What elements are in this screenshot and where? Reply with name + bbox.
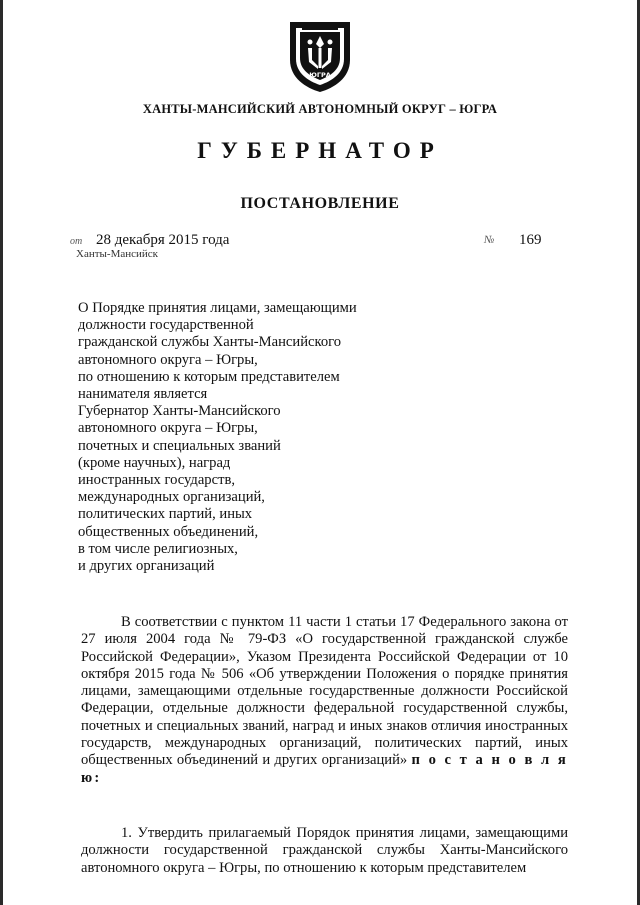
- decree-word: п о с т а н о в л я ю:: [81, 752, 568, 786]
- subject-line: иностранных государств,: [78, 472, 235, 489]
- subject-line: по отношению к которым представителем: [78, 368, 340, 385]
- subject-line: автономного округа – Югры,: [78, 420, 258, 437]
- subject-line: Губернатор Ханты-Мансийского: [78, 403, 281, 420]
- subject-line: (кроме научных), наград: [78, 454, 231, 471]
- authority-title: ГУБЕРНАТОР: [197, 138, 443, 163]
- number-label: №: [484, 234, 495, 246]
- emblem-inscription: ЮГРА: [309, 71, 331, 79]
- document-subject: [78, 300, 398, 575]
- subject-line: международных организаций,: [78, 489, 265, 506]
- preamble-paragraph: [81, 614, 568, 787]
- document-type: ПОСТАНОВЛЕНИЕ: [240, 195, 400, 212]
- subject-line: должности государственной: [78, 317, 254, 334]
- document-date: 28 декабря 2015 года: [96, 232, 230, 248]
- subject-line: нанимателя является: [78, 386, 208, 403]
- region-title: ХАНТЫ-МАНСИЙСКИЙ АВТОНОМНЫЙ ОКРУГ – ЮГРА: [142, 102, 498, 116]
- coat-of-arms-emblem: [282, 18, 358, 94]
- subject-line: в том числе религиозных,: [78, 540, 238, 557]
- subject-line: и других организаций: [78, 558, 215, 575]
- preamble-text: В соответствии с пунктом 11 части 1 статьи 17 Федерального закона от 27 июля 2004 года № 79-ФЗ «О государственной гражданской службе Российской Федерации», Указом Президента Российской Федерации от 10 октября 2015 года № 506 «Об утверждении Положения о порядке принятия лицами, замещающими отдельные государственные должности Российской Федерации, отдельные должности федеральной государственной службы, почетных и специальных званий, наград и иных знаков отличия иностранных государств, международных организаций, политических партий, иных общественных объединений и других организаций»: [81, 614, 568, 769]
- document-city: Ханты-Мансийск: [76, 248, 159, 260]
- scan-edge-left: [0, 0, 3, 905]
- subject-line: почетных и специальных званий: [78, 437, 281, 454]
- subject-line: политических партий, иных: [78, 506, 253, 523]
- date-prefix: от: [70, 236, 83, 247]
- clause-1-paragraph: 1. Утвердить прилагаемый Порядок принятия лицами, замещающими должности государственной гражданской службы Ханты-Мансийского автономного округа – Югры, по отношению к которым представителем: [81, 825, 568, 876]
- document-number: 169: [519, 232, 542, 248]
- subject-line: О Порядке принятия лицами, замещающими: [78, 300, 357, 316]
- subject-line: автономного округа – Югры,: [78, 351, 258, 368]
- subject-line: общественных объединений,: [78, 523, 259, 540]
- subject-line: гражданской службы Ханты-Мансийского: [78, 334, 342, 351]
